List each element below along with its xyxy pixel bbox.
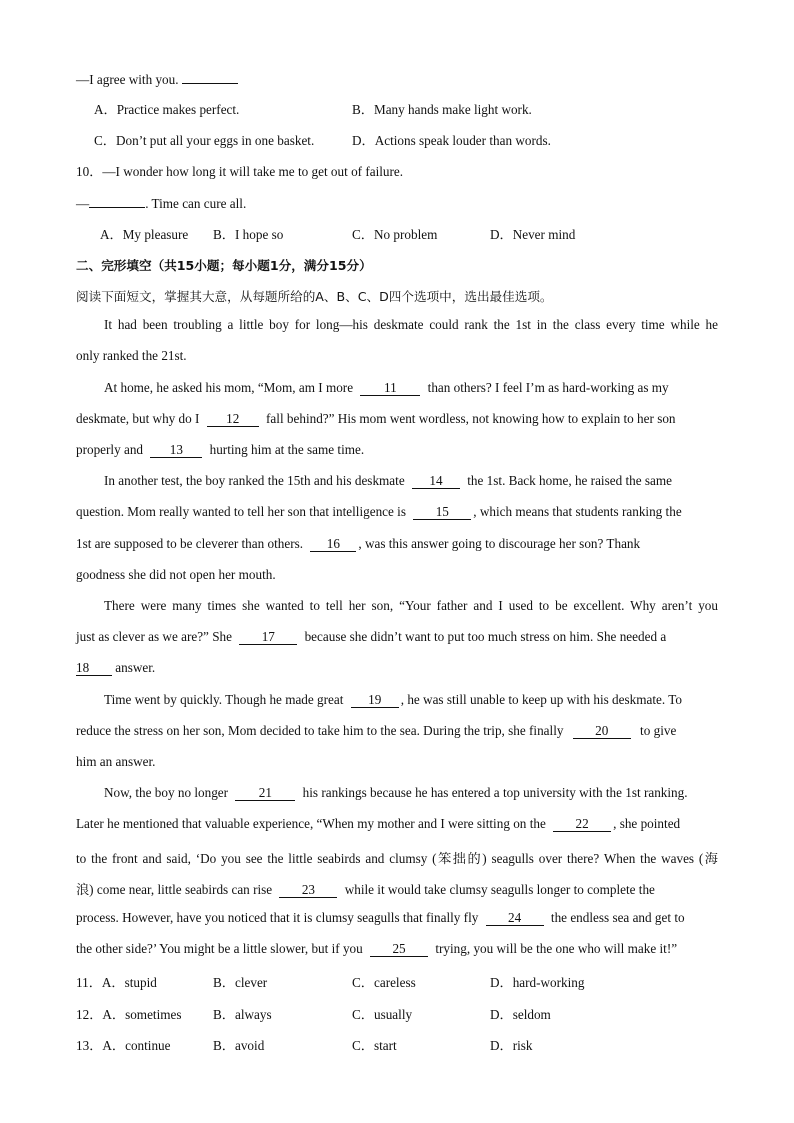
q9-option-c: C．Don’t put all your eggs in one basket. <box>94 133 315 148</box>
blank-20: 20 <box>573 723 631 739</box>
blank-11: 11 <box>360 380 420 396</box>
blank-16: 16 <box>310 536 356 552</box>
blank-12: 12 <box>207 411 259 427</box>
q9-option-b: B．Many hands make light work. <box>352 102 532 117</box>
option-d: D．hard-working <box>490 975 585 990</box>
passage-line: deskmate, but why do I 12 fall behind?” His mom went wordless, not knowing how to explain to her son <box>76 411 676 426</box>
passage-line: process. However, have you noticed that it is clumsy seagulls that finally fly 24 the endless sea and get to <box>76 910 685 925</box>
blank-24: 24 <box>486 910 544 926</box>
passage-line: question. Mom really wanted to tell her son that intelligence is 15 , which means that students ranking the <box>76 504 682 519</box>
q10-answer-blank <box>89 192 145 208</box>
blank-19: 19 <box>351 692 399 708</box>
option-d: D．seldom <box>490 1007 551 1022</box>
passage-line: properly and 13 hurting him at the same time. <box>76 442 365 457</box>
blank-15: 15 <box>413 504 471 520</box>
passage-line: 18 answer. <box>76 660 156 675</box>
q10-option-a: A．My pleasure <box>100 227 189 242</box>
option-c: C．usually <box>352 1007 413 1022</box>
section-title: 二、完形填空（共15小题；每小题1分，满分15分） <box>76 258 372 273</box>
option-c: C．start <box>352 1038 397 1053</box>
blank-14: 14 <box>412 473 460 489</box>
blank-21: 21 <box>235 785 295 801</box>
option-d: D．risk <box>490 1038 533 1053</box>
passage-line: There were many times she wanted to tell her son, “Your father and I used to be excellent. Why aren’t you <box>104 598 718 613</box>
blank-23: 23 <box>279 882 337 898</box>
option-a: A．sometimes <box>102 1007 182 1022</box>
blank-25: 25 <box>370 941 428 957</box>
passage-line: Later he mentioned that valuable experience, “When my mother and I were sitting on the 22 , she pointed <box>76 816 681 831</box>
answer-row <box>76 1035 171 1054</box>
passage-line: In another test, the boy ranked the 15th and his deskmate 14 the 1st. Back home, he raised the same <box>104 473 672 488</box>
passage-line: 浪) come near, little seabirds can rise 23 while it would take clumsy seagulls longer to complete the <box>76 882 655 897</box>
passage-line: Now, the boy no longer 21 his rankings because he has entered a top university with the 1st ranking. <box>104 785 688 800</box>
option-b: B．always <box>213 1007 272 1022</box>
q9-reply-text: —I agree with you. <box>76 72 179 87</box>
passage-line: him an answer. <box>76 754 156 769</box>
q9-reply <box>76 68 238 88</box>
passage-line: the other side?’ You might be a little slower, but if you 25 trying, you will be the one who will make it!” <box>76 941 678 956</box>
question-number: 11． <box>76 975 102 990</box>
q10-reply-dash: — <box>76 196 90 211</box>
q10-prompt: 10．—I wonder how long it will take me to get out of failure. <box>76 164 404 179</box>
answer-row <box>76 1004 182 1023</box>
q10-option-b: B．I hope so <box>213 227 284 242</box>
blank-17: 17 <box>239 629 297 645</box>
passage-line: goodness she did not open her mouth. <box>76 567 276 582</box>
option-a: A．stupid <box>101 975 157 990</box>
passage-line: It had been troubling a little boy for long—his deskmate could rank the 1st in the class every time while he <box>104 317 718 332</box>
option-a: A．continue <box>102 1038 171 1053</box>
q9-answer-blank <box>182 68 238 84</box>
q10-option-c: C．No problem <box>352 227 438 242</box>
blank-13: 13 <box>150 442 202 458</box>
passage-line: only ranked the 21st. <box>76 348 187 363</box>
answer-row <box>76 972 157 991</box>
q9-option-d: D．Actions speak louder than words. <box>352 133 551 148</box>
blank-18: 18 <box>76 660 112 676</box>
q10-option-d: D．Never mind <box>490 227 576 242</box>
passage-line: At home, he asked his mom, “Mom, am I more 11 than others? I feel I’m as hard-working as my <box>104 380 669 395</box>
passage-line: to the front and said, ‘Do you see the little seabirds and clumsy (笨拙的) seagulls over there? When the waves (海 <box>76 851 718 866</box>
option-b: B．clever <box>213 975 268 990</box>
blank-22: 22 <box>553 816 611 832</box>
question-number: 13． <box>76 1038 103 1053</box>
q9-option-a: A．Practice makes perfect. <box>94 102 240 117</box>
section-instruction: 阅读下面短文，掌握其大意，从每题所给的A、B、C、D四个选项中，选出最佳选项。 <box>76 289 553 304</box>
q10-reply-text: . Time can cure all. <box>145 196 247 211</box>
passage-line: 1st are supposed to be cleverer than others. 16 , was this answer going to discourage her son? Thank <box>76 536 641 551</box>
passage-line: reduce the stress on her son, Mom decided to take him to the sea. During the trip, she finally 20 to give <box>76 723 677 738</box>
option-b: B．avoid <box>213 1038 265 1053</box>
question-number: 12． <box>76 1007 103 1022</box>
q10-reply <box>76 192 246 212</box>
passage-line: just as clever as we are?” She 17 because she didn’t want to put too much stress on him. She needed a <box>76 629 667 644</box>
option-c: C．careless <box>352 975 416 990</box>
passage-line: Time went by quickly. Though he made great 19 , he was still unable to keep up with his deskmate. To <box>104 692 682 707</box>
